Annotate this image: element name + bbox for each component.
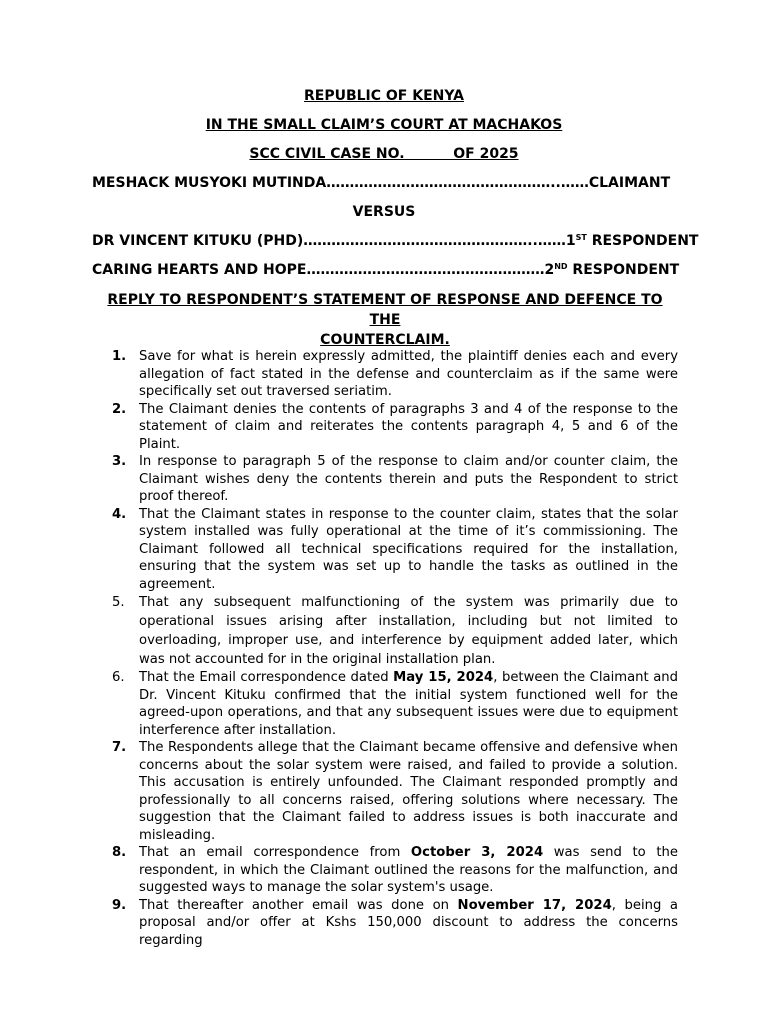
numbered-paragraphs xyxy=(112,348,678,949)
paragraph-item xyxy=(112,669,678,739)
respondent2-role: RESPONDENT xyxy=(567,262,680,278)
paragraph-item xyxy=(112,844,678,897)
paragraph-number: 1. xyxy=(112,349,127,364)
reply-heading xyxy=(90,290,680,350)
paragraph-text: In response to paragraph 5 of the response to claim and/or counter claim, the Claimant wishes deny the contents therein and puts the Respondent to strict proof thereof. xyxy=(139,454,678,504)
date-november-17: November 17, 2024 xyxy=(457,897,612,913)
paragraph-text-end: , being a proposal and/or offer at Kshs 150,000 discount to address the concerns regarding xyxy=(139,897,678,948)
paragraph-text: The Claimant denies the contents of paragraphs 3 and 4 of the response to the statement of claim and reiterates the contents paragraph 4, 5 and 6 of the Plaint. xyxy=(139,401,678,452)
paragraph-text-start: That an email correspondence from xyxy=(139,845,411,860)
respondent1-name: DR VINCENT KITUKU (PHD) xyxy=(92,233,304,249)
paragraph-item xyxy=(112,453,678,506)
paragraph-text: The Respondents allege that the Claimant became offensive and defensive when concerns about the solar system were raised, and failed to provide a solution. This accusation is entirely unfounded. The Claimant responded promptly and professionally to all concerns raised, offering solutions where necessary. The suggestion that the Claimant failed to address issues is both inaccurate and misleading. xyxy=(139,740,678,843)
paragraph-number: 9. xyxy=(112,897,127,913)
paragraph-number: 6. xyxy=(112,670,125,685)
paragraph-text: Save for what is herein expressly admitted, the plaintiff denies each and every allegation of fact stated in the defense and counterclaim as if the same were specifically set out traversed seriatim. xyxy=(139,349,678,399)
paragraph-item xyxy=(112,593,678,669)
respondent2-name: CARING HEARTS AND HOPE xyxy=(92,262,307,278)
paragraph-number: 5. xyxy=(112,595,125,610)
header-case-number: SCC CIVIL CASE NO. OF 2025 xyxy=(249,146,519,162)
paragraph-item xyxy=(112,897,678,950)
paragraph-number: 8. xyxy=(112,845,127,860)
date-may-15: May 15, 2024 xyxy=(393,670,494,685)
claimant-dots: …………………………………………..…… xyxy=(326,175,589,191)
paragraph-number: 3. xyxy=(112,454,127,469)
header-court: IN THE SMALL CLAIM’S COURT AT MACHAKOS xyxy=(205,117,563,133)
paragraph-text: That any subsequent malfunctioning of the system was primarily due to operational issues arising after installation, including but not limited to overloading, improper use, and interference by equipment added later, which was not accounted for in the original installation plan. xyxy=(139,595,678,667)
reply-heading-line2: COUNTERCLAIM. xyxy=(320,332,450,348)
paragraph-text-end: was send to the respondent, in which the Claimant outlined the reasons for the malfunction, and suggested ways to manage the solar system's usage. xyxy=(139,845,678,895)
respondent1-dots: …………………………………………..……1 xyxy=(303,233,576,249)
paragraph-number: 2. xyxy=(112,401,127,417)
paragraph-item xyxy=(112,401,678,454)
respondent1-ordinal: ST xyxy=(575,233,587,242)
claimant-name: MESHACK MUSYOKI MUTINDA xyxy=(92,175,327,191)
claimant-line xyxy=(92,175,678,191)
paragraph-number: 7. xyxy=(112,740,127,755)
paragraph-number: 4. xyxy=(112,506,127,522)
claimant-role: CLAIMANT xyxy=(588,175,671,191)
paragraph-item xyxy=(112,506,678,594)
paragraph-text-start: That the Email correspondence dated xyxy=(139,670,394,685)
respondent1-role: RESPONDENT xyxy=(586,233,699,249)
respondent2-line xyxy=(92,262,678,278)
header-republic: REPUBLIC OF KENYA xyxy=(303,88,465,104)
paragraph-item xyxy=(112,739,678,844)
paragraph-text-start: That thereafter another email was done on xyxy=(139,897,458,913)
respondent2-dots: ……………………………………………2 xyxy=(306,262,555,278)
respondent1-line xyxy=(92,233,699,249)
reply-heading-line1: REPLY TO RESPONDENT’S STATEMENT OF RESPONSE AND DEFENCE TO THE xyxy=(107,292,663,328)
date-october-3: October 3, 2024 xyxy=(410,845,544,860)
paragraph-item xyxy=(112,348,678,401)
paragraph-text-end: , between the Claimant and Dr. Vincent Kituku confirmed that the initial system functioned well for the agreed-upon operations, and that any subsequent issues were due to equipment interference after installation. xyxy=(139,670,679,738)
paragraph-text: That the Claimant states in response to the counter claim, states that the solar system installed was fully operational at the time of it’s commissioning. The Claimant followed all technical specifications required for the installation, ensuring that the system was set up to handle the tasks as outlined in the agreement. xyxy=(139,506,678,592)
versus-label: VERSUS xyxy=(352,204,416,220)
respondent2-ordinal: ND xyxy=(554,262,568,271)
